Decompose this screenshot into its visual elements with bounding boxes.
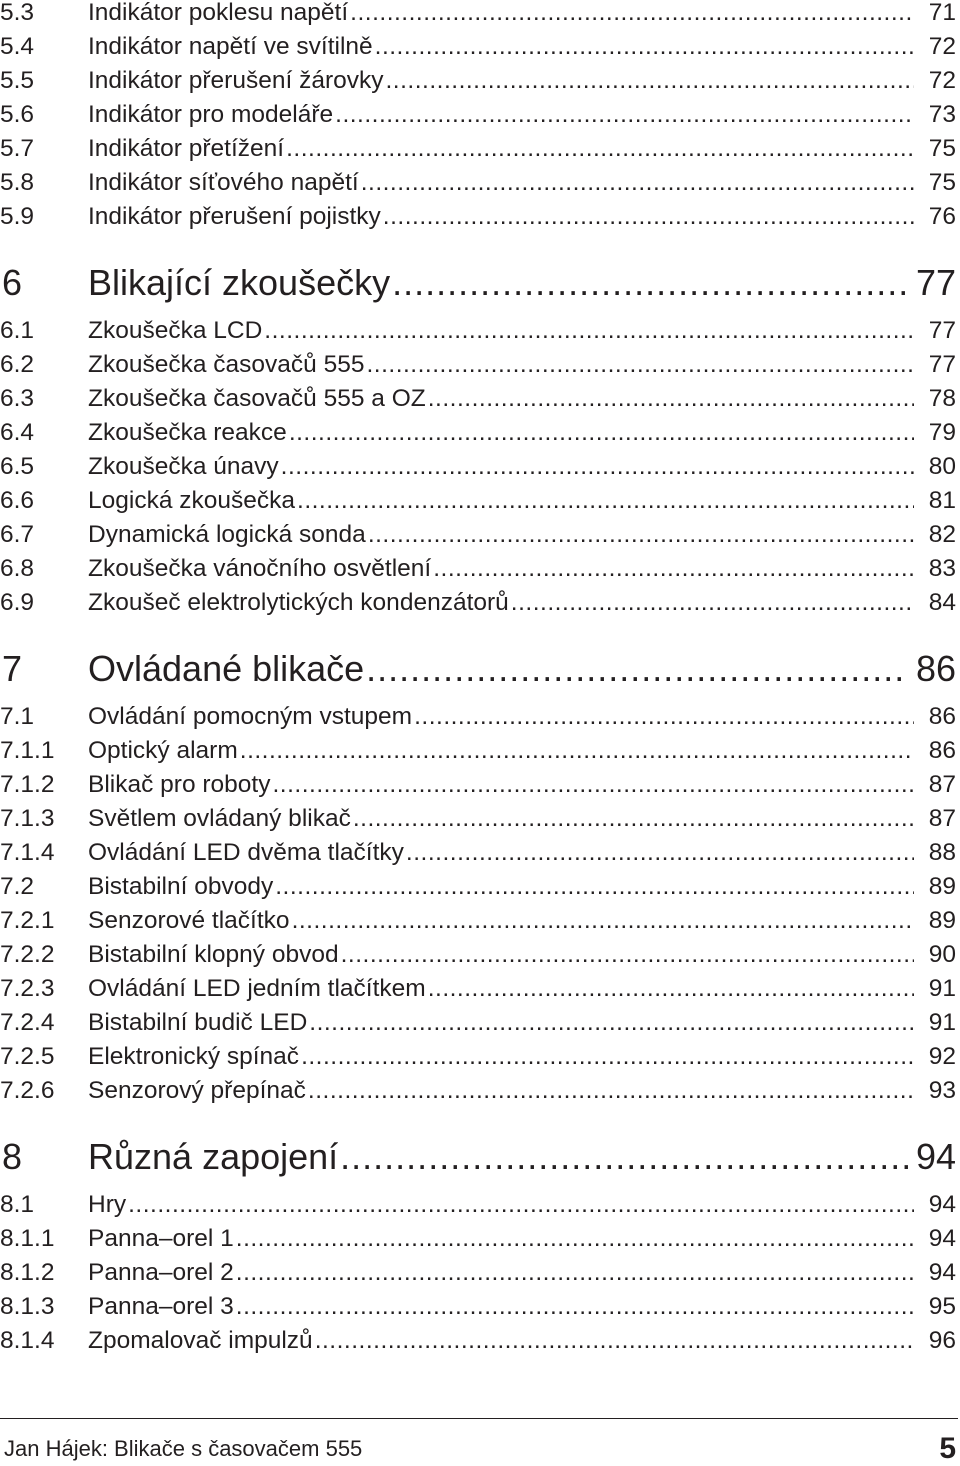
toc-number: 6.2 bbox=[0, 351, 35, 378]
toc-page-number: 90 bbox=[928, 941, 956, 968]
toc-page-number: 96 bbox=[928, 1327, 956, 1354]
dot-leader bbox=[281, 452, 914, 482]
toc-number: 8.1.4 bbox=[0, 1327, 55, 1354]
toc-number: 8.1 bbox=[0, 1191, 35, 1218]
toc-title-wrap bbox=[88, 134, 914, 164]
toc-title: Optický alarm bbox=[88, 737, 238, 764]
toc-title-wrap bbox=[88, 1326, 914, 1356]
toc-title: Různá zapojení bbox=[88, 1136, 339, 1177]
dot-leader bbox=[128, 1190, 914, 1220]
toc-entry bbox=[0, 588, 958, 618]
toc-entry bbox=[0, 804, 958, 834]
toc-entry bbox=[0, 1292, 958, 1322]
toc-title: Indikátor napětí ve svítilně bbox=[88, 33, 373, 60]
toc-title: Indikátor přetížení bbox=[88, 135, 285, 162]
toc-page-number: 94 bbox=[928, 1259, 956, 1286]
toc-title: Bistabilní obvody bbox=[88, 873, 274, 900]
dot-leader bbox=[236, 1292, 914, 1322]
toc-title: Zkoušečka reakce bbox=[88, 419, 287, 446]
toc-entry bbox=[0, 872, 958, 902]
dot-leader bbox=[297, 486, 914, 516]
toc-title-wrap bbox=[88, 66, 914, 96]
toc-number: 7.2.4 bbox=[0, 1009, 55, 1036]
toc-number: 7.1.1 bbox=[0, 737, 55, 764]
toc-number: 5.8 bbox=[0, 169, 35, 196]
toc-entry bbox=[0, 168, 958, 198]
toc-title: Zpomalovač impulzů bbox=[88, 1327, 313, 1354]
toc-entry bbox=[0, 838, 958, 868]
toc-title: Panna–orel 2 bbox=[88, 1259, 234, 1286]
toc-entry bbox=[0, 0, 958, 28]
toc-entry bbox=[0, 486, 958, 516]
toc-title-wrap bbox=[88, 202, 914, 232]
toc-title: Senzorový přepínač bbox=[88, 1077, 306, 1104]
toc-entry bbox=[0, 1008, 958, 1038]
toc-number: 7.2.5 bbox=[0, 1043, 55, 1070]
toc-page-number: 75 bbox=[928, 169, 956, 196]
toc-number: 6 bbox=[2, 262, 23, 303]
toc-page-number: 73 bbox=[928, 101, 956, 128]
toc-title-wrap bbox=[88, 1136, 908, 1178]
toc-page-number: 76 bbox=[928, 203, 956, 230]
toc-title: Zkoušečka časovačů 555 bbox=[88, 351, 365, 378]
toc-title-wrap bbox=[88, 648, 908, 690]
toc-entry bbox=[0, 702, 958, 732]
toc-entry bbox=[0, 1042, 958, 1072]
toc-page-number: 86 bbox=[928, 703, 956, 730]
toc-title-wrap bbox=[88, 384, 914, 414]
toc-title: Panna–orel 1 bbox=[88, 1225, 234, 1252]
toc-title-wrap bbox=[88, 486, 914, 516]
toc-number: 7.2 bbox=[0, 873, 35, 900]
toc-entry bbox=[0, 1076, 958, 1106]
dot-leader bbox=[433, 554, 914, 584]
toc-title-wrap bbox=[88, 770, 914, 800]
toc-title-wrap bbox=[88, 452, 914, 482]
toc-page-number: 83 bbox=[928, 555, 956, 582]
toc-title-wrap bbox=[88, 1258, 914, 1288]
toc-chapter bbox=[0, 648, 958, 690]
toc-title-wrap bbox=[88, 350, 914, 380]
dot-leader bbox=[315, 1326, 914, 1356]
dot-leader bbox=[428, 974, 914, 1004]
toc-title-wrap bbox=[88, 940, 914, 970]
toc-title: Indikátor síťového napětí bbox=[88, 169, 359, 196]
toc-title-wrap bbox=[88, 1292, 914, 1322]
toc-number: 7.1.3 bbox=[0, 805, 55, 832]
toc-title-wrap bbox=[88, 520, 914, 550]
toc-title: Elektronický spínač bbox=[88, 1043, 300, 1070]
toc-entry bbox=[0, 350, 958, 380]
toc-title-wrap bbox=[88, 974, 914, 1004]
toc-page-number: 79 bbox=[928, 419, 956, 446]
toc-page-number: 89 bbox=[928, 907, 956, 934]
dot-leader bbox=[383, 202, 914, 232]
toc-entry bbox=[0, 66, 958, 96]
toc-title-wrap bbox=[88, 702, 914, 732]
dot-leader bbox=[341, 940, 914, 970]
dot-leader bbox=[289, 418, 914, 448]
dot-leader bbox=[236, 1224, 914, 1254]
dot-leader bbox=[428, 384, 914, 414]
toc-entry bbox=[0, 202, 958, 232]
toc-title: Panna–orel 3 bbox=[88, 1293, 234, 1320]
toc-number: 6.1 bbox=[0, 317, 35, 344]
toc-number: 8.1.3 bbox=[0, 1293, 55, 1320]
toc-page-number: 94 bbox=[928, 1225, 956, 1252]
toc-title-wrap bbox=[88, 736, 914, 766]
dot-leader bbox=[511, 588, 914, 618]
toc-title-wrap bbox=[88, 838, 914, 868]
toc-number: 7.2.3 bbox=[0, 975, 55, 1002]
toc-title: Blikač pro roboty bbox=[88, 771, 271, 798]
toc-entry bbox=[0, 100, 958, 130]
footer-divider bbox=[0, 1418, 958, 1419]
toc-title-wrap bbox=[88, 1224, 914, 1254]
toc-title: Zkoušečka LCD bbox=[88, 317, 263, 344]
toc-page-number: 72 bbox=[928, 67, 956, 94]
toc-title-wrap bbox=[88, 554, 914, 584]
dot-leader bbox=[386, 66, 915, 96]
toc-title-wrap bbox=[88, 316, 914, 346]
toc-title: Světlem ovládaný blikač bbox=[88, 805, 351, 832]
dot-leader bbox=[275, 872, 914, 902]
toc-number: 5.5 bbox=[0, 67, 35, 94]
dot-leader bbox=[236, 1258, 914, 1288]
toc-title-wrap bbox=[88, 588, 914, 618]
footer-page-number: 5 bbox=[939, 1432, 956, 1465]
dot-leader bbox=[272, 770, 914, 800]
toc-entry bbox=[0, 520, 958, 550]
toc-page-number: 71 bbox=[928, 0, 956, 26]
toc-number: 7.2.1 bbox=[0, 907, 55, 934]
toc-entry bbox=[0, 134, 958, 164]
toc-title: Bistabilní klopný obvod bbox=[88, 941, 339, 968]
toc-page-number: 92 bbox=[928, 1043, 956, 1070]
toc-title: Logická zkoušečka bbox=[88, 487, 296, 514]
toc-number: 6.5 bbox=[0, 453, 35, 480]
toc-entry bbox=[0, 940, 958, 970]
toc-title: Bistabilní budič LED bbox=[88, 1009, 308, 1036]
toc-page-number: 82 bbox=[928, 521, 956, 548]
toc-entry bbox=[0, 906, 958, 936]
toc-page-number: 75 bbox=[928, 135, 956, 162]
toc-title-wrap bbox=[88, 100, 914, 130]
toc-page-number: 81 bbox=[928, 487, 956, 514]
toc-title: Indikátor pro modeláře bbox=[88, 101, 334, 128]
toc-number: 6.4 bbox=[0, 419, 35, 446]
toc-title-wrap bbox=[88, 418, 914, 448]
dot-leader bbox=[392, 262, 908, 304]
toc-title-wrap bbox=[88, 262, 908, 304]
toc-entry bbox=[0, 418, 958, 448]
toc-number: 7.2.6 bbox=[0, 1077, 55, 1104]
toc-number: 7.2.2 bbox=[0, 941, 55, 968]
toc-title: Ovládání LED dvěma tlačítky bbox=[88, 839, 404, 866]
toc-title: Dynamická logická sonda bbox=[88, 521, 366, 548]
toc-page-number: 87 bbox=[928, 805, 956, 832]
toc-page-number: 80 bbox=[928, 453, 956, 480]
dot-leader bbox=[335, 100, 914, 130]
toc-number: 5.7 bbox=[0, 135, 35, 162]
toc-number: 8.1.2 bbox=[0, 1259, 55, 1286]
dot-leader bbox=[264, 316, 914, 346]
dot-leader bbox=[301, 1042, 914, 1072]
toc-number: 6.3 bbox=[0, 385, 35, 412]
toc-title-wrap bbox=[88, 872, 914, 902]
dot-leader bbox=[309, 1008, 914, 1038]
toc-entry bbox=[0, 974, 958, 1004]
toc-page-number: 94 bbox=[915, 1136, 956, 1177]
toc-page-number: 93 bbox=[928, 1077, 956, 1104]
toc-chapter bbox=[0, 1136, 958, 1178]
toc-title: Ovládání pomocným vstupem bbox=[88, 703, 413, 730]
toc-title-wrap bbox=[88, 1076, 914, 1106]
toc-number: 6.6 bbox=[0, 487, 35, 514]
toc-number: 8.1.1 bbox=[0, 1225, 55, 1252]
toc-page-number: 86 bbox=[915, 648, 956, 689]
toc-entry bbox=[0, 770, 958, 800]
toc-page-number: 87 bbox=[928, 771, 956, 798]
toc-entry bbox=[0, 554, 958, 584]
toc-title: Ovládané blikače bbox=[88, 648, 365, 689]
toc-number: 6.7 bbox=[0, 521, 35, 548]
toc-title-wrap bbox=[88, 1042, 914, 1072]
toc-page-number: 77 bbox=[928, 317, 956, 344]
toc-entry bbox=[0, 1224, 958, 1254]
toc-title: Indikátor přerušení pojistky bbox=[88, 203, 381, 230]
toc-title: Ovládání LED jedním tlačítkem bbox=[88, 975, 426, 1002]
dot-leader bbox=[366, 648, 908, 690]
dot-leader bbox=[366, 350, 914, 380]
toc-number: 7.1.4 bbox=[0, 839, 55, 866]
toc-entry bbox=[0, 1190, 958, 1220]
dot-leader bbox=[368, 520, 914, 550]
toc-title: Zkoušečka časovačů 555 a OZ bbox=[88, 385, 426, 412]
dot-leader bbox=[375, 32, 914, 62]
toc-number: 6.8 bbox=[0, 555, 35, 582]
toc-title: Senzorové tlačítko bbox=[88, 907, 290, 934]
toc-title: Zkoušečka vánočního osvětlení bbox=[88, 555, 432, 582]
toc-title-wrap bbox=[88, 32, 914, 62]
toc-number: 7.1.2 bbox=[0, 771, 55, 798]
toc-title-wrap bbox=[88, 1008, 914, 1038]
toc-page-number: 89 bbox=[928, 873, 956, 900]
toc-page-number: 77 bbox=[928, 351, 956, 378]
footer-author-title: Jan Hájek: Blikače s časovačem 555 bbox=[4, 1436, 363, 1461]
toc-title-wrap bbox=[88, 168, 914, 198]
toc-entry bbox=[0, 1326, 958, 1356]
toc-number: 5.3 bbox=[0, 0, 35, 26]
toc-title: Zkoušečka únavy bbox=[88, 453, 279, 480]
toc-page-number: 78 bbox=[928, 385, 956, 412]
toc-number: 5.4 bbox=[0, 33, 35, 60]
toc-title: Zkoušeč elektrolytických kondenzátorů bbox=[88, 589, 509, 616]
toc-entry bbox=[0, 736, 958, 766]
toc-page-number: 84 bbox=[928, 589, 956, 616]
toc-number: 7.1 bbox=[0, 703, 35, 730]
dot-leader bbox=[406, 838, 914, 868]
dot-leader bbox=[361, 168, 914, 198]
toc-title-wrap bbox=[88, 0, 914, 28]
toc-page-number: 91 bbox=[928, 1009, 956, 1036]
toc-page-number: 86 bbox=[928, 737, 956, 764]
dot-leader bbox=[414, 702, 914, 732]
toc-entry bbox=[0, 384, 958, 414]
toc-title: Indikátor přerušení žárovky bbox=[88, 67, 384, 94]
toc-title: Hry bbox=[88, 1191, 127, 1218]
toc-page-number: 95 bbox=[928, 1293, 956, 1320]
dot-leader bbox=[292, 906, 914, 936]
dot-leader bbox=[353, 804, 914, 834]
dot-leader bbox=[308, 1076, 914, 1106]
toc-entry bbox=[0, 1258, 958, 1288]
toc-title-wrap bbox=[88, 1190, 914, 1220]
toc-number: 5.6 bbox=[0, 101, 35, 128]
toc-number: 5.9 bbox=[0, 203, 35, 230]
toc-page-number: 91 bbox=[928, 975, 956, 1002]
toc-number: 8 bbox=[2, 1136, 23, 1177]
toc-entry bbox=[0, 32, 958, 62]
toc-chapter bbox=[0, 262, 958, 304]
dot-leader bbox=[240, 736, 914, 766]
toc-entry bbox=[0, 452, 958, 482]
toc-page-number: 72 bbox=[928, 33, 956, 60]
toc-title: Blikající zkoušečky bbox=[88, 262, 391, 303]
toc-number: 7 bbox=[2, 648, 23, 689]
toc-page-number: 77 bbox=[915, 262, 956, 303]
toc-entry bbox=[0, 316, 958, 346]
toc-number: 6.9 bbox=[0, 589, 35, 616]
dot-leader bbox=[340, 1136, 908, 1178]
toc-title-wrap bbox=[88, 906, 914, 936]
toc-title-wrap bbox=[88, 804, 914, 834]
toc-title: Indikátor poklesu napětí bbox=[88, 0, 349, 26]
dot-leader bbox=[286, 134, 914, 164]
toc-page-number: 88 bbox=[928, 839, 956, 866]
toc-page-number: 94 bbox=[928, 1191, 956, 1218]
dot-leader bbox=[350, 0, 914, 28]
